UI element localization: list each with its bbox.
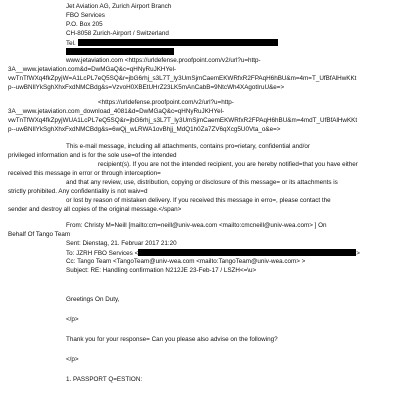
- to-label: To: JZRH FBO Services <: [66, 250, 139, 257]
- url-line: 3A__www.jetaviation.com_download_4081&d=DwMGaQ&c=qHNyRuJKHYel-: [8, 108, 225, 115]
- url-line: p--uwBNIlYkSghXhxFxdNMCBdg&s=6wQj_wLRWA1ovBhjj_MdQ1h0Za7ZV6qXcg5U0Vta_o&e=>: [8, 126, 281, 133]
- disclaimer-line: and that any review, use, distribution, copying or disclosure of this message= or its attachments is: [66, 179, 338, 186]
- url-line: 3A__www.jetaviation.com&d=DwMGaQ&c=qHNyRuJKHYel-: [8, 66, 177, 73]
- numbered-item: 1. PASSPORT Q=ESTION:: [66, 376, 143, 383]
- to-end: >: [356, 250, 360, 257]
- redaction-bar: [138, 249, 356, 256]
- tel-label: Tel.: [66, 40, 76, 47]
- disclaimer-line: privileged information and is for the sole use=of the intended: [8, 152, 177, 159]
- department: FBO Services: [66, 12, 105, 19]
- url-line: p--uwBNIlYkSghXhxFxdNMCBdg&s=VzvoH0XBEtUHrZ23LK5mAnCabB=9NtcWh4XAgotIruU&e=>: [8, 84, 285, 91]
- html-tag-text: </p>: [66, 316, 79, 323]
- po-box: P.O. Box 205: [66, 21, 103, 28]
- redaction-bar: [66, 48, 174, 55]
- redaction-bar: [78, 39, 278, 46]
- disclaimer-line: recipient(s). If you are not the intended recipient, you are hereby notified=that you have either: [98, 161, 358, 168]
- disclaimer-line: received this message in error or through interception=: [8, 170, 161, 177]
- disclaimer-line: or lost by reason of mistaken delivery. If you received this message in erro=, please contact the: [66, 197, 331, 204]
- disclaimer-line: This e-mail message, including all attachments, contains pro=rietary, confidential and/or: [66, 143, 311, 150]
- city-address: CH-8058 Zurich-Airport / Switzerland: [66, 30, 169, 37]
- url-line: vwTnTfWXq4fkZpyjWUA1LcPL7eQ5SQ&r=jbG6rhj_s3L7T_ly3UmSjmCaemEKWRfxR2FPAqH6hBU&m=4mdT_UfBfAlHwKKt: [8, 117, 358, 124]
- sent-line: Sent: Dienstag, 21. Februar 2017 21:20: [66, 240, 177, 247]
- url-line: <https://urldefense.proofpoint.com/v2/url?u=http-: [98, 99, 234, 106]
- greeting: Greetings On Duty,: [66, 296, 120, 303]
- cc-line: Cc: Tango Team <TangoTeam@univ-wea.com <mailto:TangoTeam@univ-wea.com> >: [66, 258, 306, 265]
- website-link[interactable]: www.jetaviation.com <https://urldefense.proofpoint.com/v2/url?u=http-: [66, 57, 261, 64]
- disclaimer-line: strictly prohibited. Any confidentiality is not waiv=d: [8, 188, 148, 195]
- body-paragraph: Thank you for your response= Can you please also advise on the following?: [66, 336, 278, 343]
- html-tag-text: </p>: [66, 356, 79, 363]
- company-name: Jet Aviation AG, Zurich Airport Branch: [66, 3, 172, 10]
- url-line: vwTnTfWXq4fkZpyjW=A1LcPL7eQ5SQ&r=jbG6rhj_s3L7T_ly3UmSjmCaemEKWRfxR2FPAqH6hBU&m=4m=T_UfBfAlHwKKt: [8, 75, 357, 82]
- subject-line: Subject: RE: Handling confirmation N212JE 23-Feb-17 / LSZH<=\u>: [66, 267, 257, 274]
- disclaimer-line: sender and destroy all copies of the original message.</span>: [8, 206, 182, 213]
- from-line: From: Christy M=Neill [mailto:cm=neill@univ-wea.com <mailto:cmcneill@univ-wea.com> ] On: [66, 222, 327, 229]
- behalf-line: Behalf Of Tango Team: [8, 231, 71, 238]
